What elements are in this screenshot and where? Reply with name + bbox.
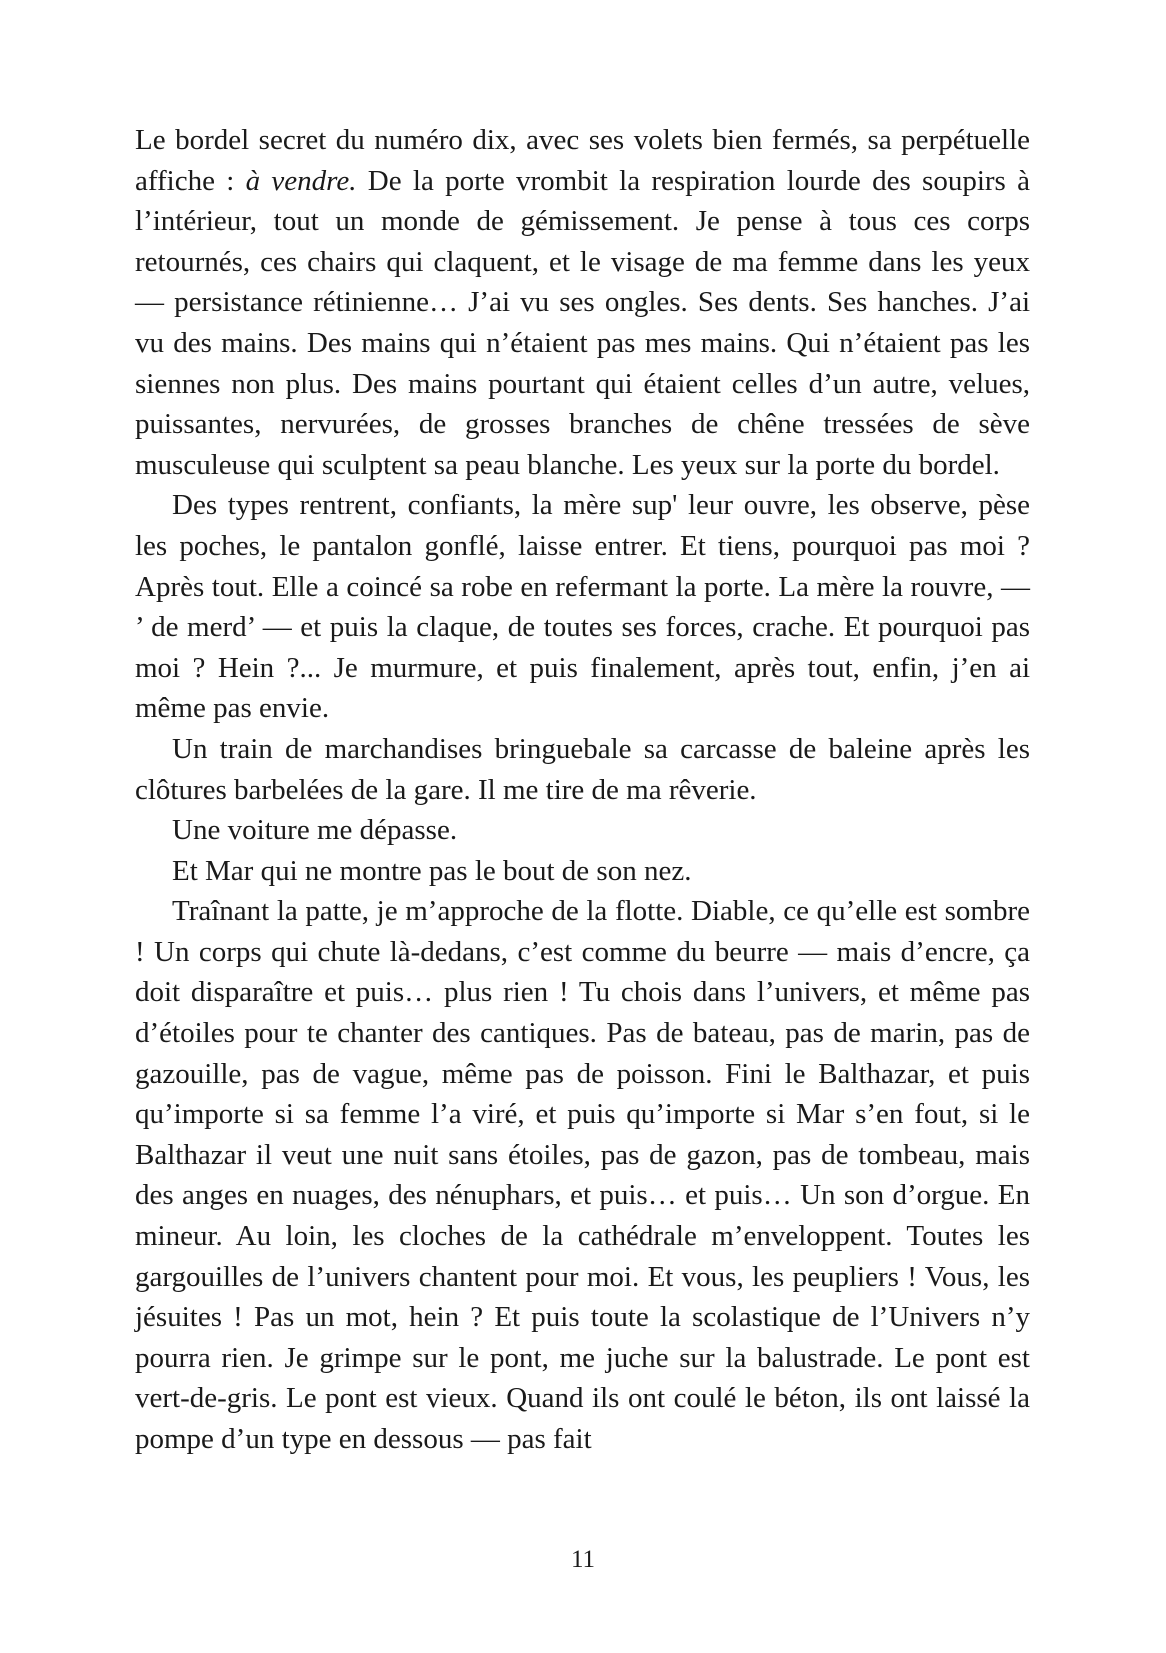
paragraph-1-text-before: Le bordel secret du numéro dix, avec ses volets bien fermés, sa perpétuelle affiche : — [135, 124, 1030, 197]
body-text — [135, 120, 1030, 1460]
paragraph-5: Et Mar qui ne montre pas le bout de son nez. — [172, 854, 692, 887]
paragraph-1-italic-text: à vendre. — [245, 164, 357, 197]
page-number: 11 — [570, 1546, 596, 1573]
paragraph-1-text-after: De la porte vrombit la respiration lourde des soupirs à l’intérieur, tout un monde de gémissement. Je pense à tous ces corps retournés, ces chairs qui claquent, et le visage de ma femme dans les yeux — persistance rétinienne… J’ai vu ses ongles. Ses dents. Ses hanches. J’ai vu des mains. Des mains qui n’étaient pas mes mains. Qui n’étaient pas les siennes non plus. Des mains pourtant qui étaient celles d’un autre, velues, puissantes, nervurées, de grosses branches de chêne tressées de sève musculeuse qui sculptent sa peau blanche. Les yeux sur la porte du bordel. — [135, 164, 1030, 481]
paragraph-3: Un train de marchandises bringuebale sa carcasse de baleine après les clôtures barbelées de la gare. Il me tire de ma rêverie. — [135, 732, 1030, 806]
paragraph-4: Une voiture me dépasse. — [172, 814, 458, 847]
paragraph-1 — [135, 120, 1030, 485]
paragraph-6: Traînant la patte, je m’approche de la flotte. Diable, ce qu’elle est sombre ! Un corps qui chute là-dedans, c’est comme du beurre — mais d’encre, ça doit disparaître et puis… plus rien ! Tu chois dans l’univers, et même pas d’étoiles pour te chanter des cantiques. Pas de bateau, pas de marin, pas de gazouille, pas de vague, même pas de poisson. Fini le Balthazar, et puis qu’importe si sa femme l’a viré, et puis qu’importe si Mar s’en fout, si le Balthazar il veut une nuit sans étoiles, pas de gazon, pas de tombeau, mais des anges en nuages, des nénuphars, et puis… et puis… Un son d’orgue. En mineur. Au loin, les cloches de la cathédrale m’enveloppent. Toutes les gargouilles de l’univers chantent pour moi. Et vous, les peupliers ! Vous, les jésuites ! Pas un mot, hein ? Et puis toute la scolastique de l’Univers n’y pourra rien. Je grimpe sur le pont, me juche sur la balustrade. Le pont est vert-de-gris. Le pont est vieux. Quand ils ont coulé le béton, ils ont laissé la pompe d’un type en dessous — pas fait — [135, 895, 1030, 1455]
paragraph-2: Des types rentrent, confiants, la mère sup' leur ouvre, les observe, pèse les poches, le pantalon gonflé, laisse entrer. Et tiens, pourquoi pas moi ? Après tout. Elle a coincé sa robe en refermant la porte. La mère la rouvre, — ’ de merd’ — et puis la claque, de toutes ses forces, crache. Et pourquoi pas moi ? Hein ?... Je murmure, et puis finalement, après tout, enfin, j’en ai même pas envie. — [135, 489, 1030, 725]
